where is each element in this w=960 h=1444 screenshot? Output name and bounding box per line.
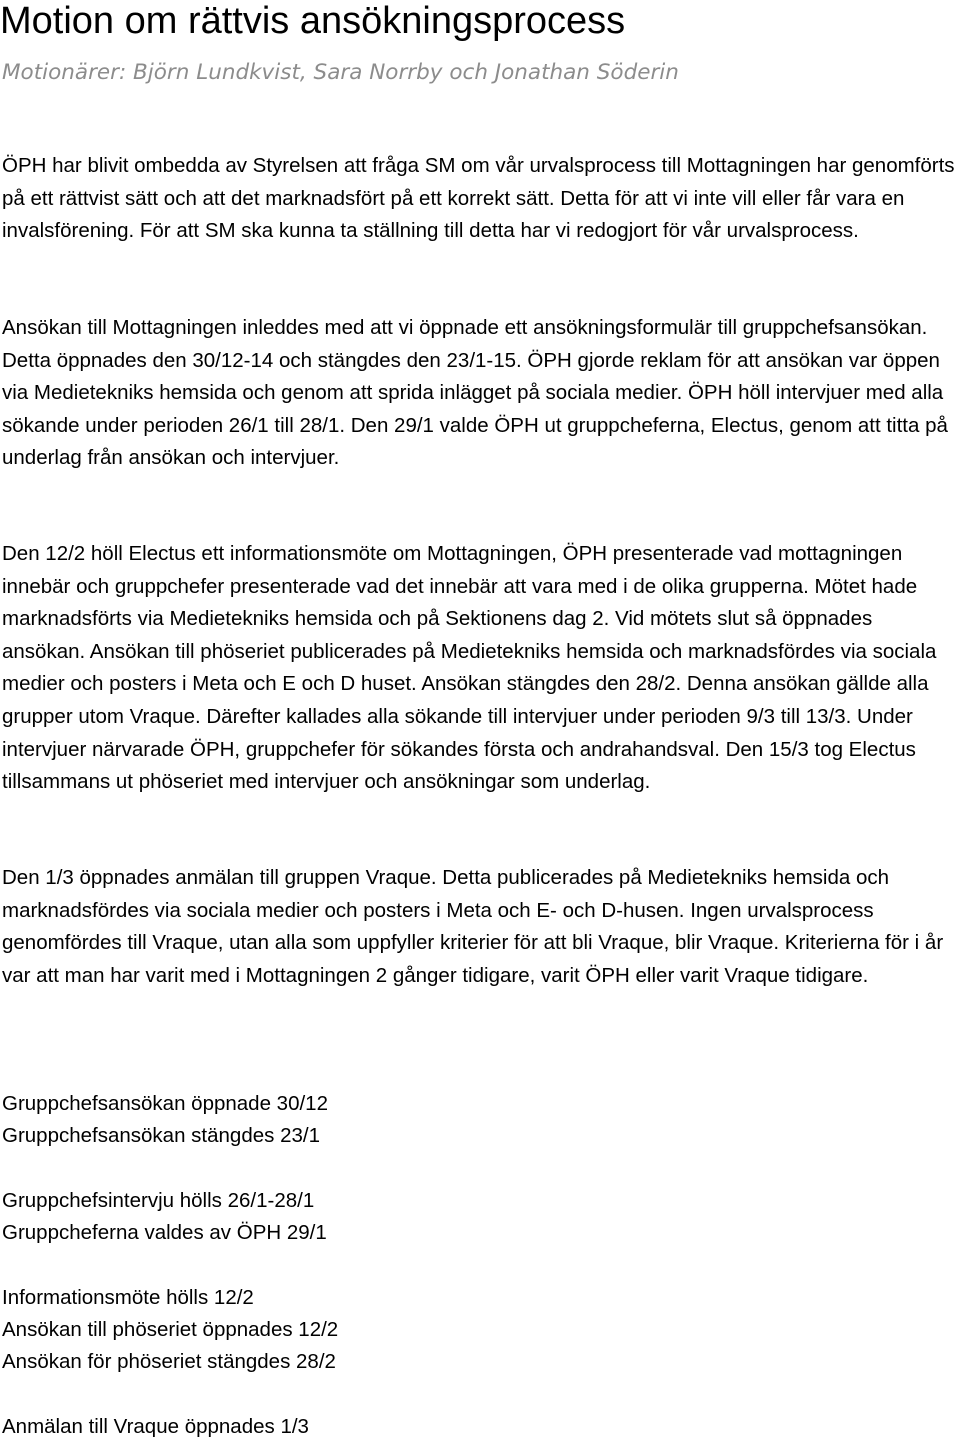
timeline-item: Anmälan till Vraque öppnades 1/3 <box>2 1415 309 1438</box>
document-authors: Motionärer: Björn Lundkvist, Sara Norrby och Jonathan Söderin <box>2 60 679 85</box>
timeline-item: Ansökan för phöseriet stängdes 28/2 <box>2 1350 336 1373</box>
timeline-item: Gruppchefsansökan stängdes 23/1 <box>2 1124 320 1147</box>
timeline-item: Gruppcheferna valdes av ÖPH 29/1 <box>2 1221 327 1244</box>
timeline-item: Informationsmöte hölls 12/2 <box>2 1286 254 1309</box>
timeline-item: Ansökan till phöseriet öppnades 12/2 <box>2 1318 339 1341</box>
paragraph-4: Den 1/3 öppnades anmälan till gruppen Vraque. Detta publicerades på Medietekniks hemsida och marknadsfördes via sociala medier och posters i Meta och E- och D-husen. Ingen urvalsprocess genomfördes till Vraque, utan alla som uppfyller kriterier för att bli Vraque, blir Vraque. Kriterierna för i år var att man har varit med i Mottagningen 2 gånger tidigare, varit ÖPH eller varit Vraque tidigare. <box>2 866 944 987</box>
document-title: Motion om rättvis ansökningsprocess <box>0 0 626 42</box>
timeline-item: Gruppchefsansökan öppnade 30/12 <box>2 1092 328 1115</box>
paragraph-3: Den 12/2 höll Electus ett informationsmöte om Mottagningen, ÖPH presenterade vad mottagningen innebär och gruppchefer presenterade vad det innebär att vara med i de olika grupperna. Mötet hade marknadsförts via Medietekniks hemsida och på Sektionens dag 2. Vid mötets slut så öppnades ansökan. Ansökan till phöseriet publicerades på Medietekniks hemsida och marknadsfördes via sociala medier och posters i Meta och E och D huset. Ansökan stängdes den 28/2. Denna ansökan gällde alla grupper utom Vraque. Därefter kallades alla sökande till intervjuer under perioden 9/3 till 13/3. Under intervjuer närvarade ÖPH, gruppchefer för sökandes första och andrahandsval. Den 15/3 tog Electus tillsammans ut phöseriet med intervjuer och ansökningar som underlag. <box>2 542 937 794</box>
timeline-item: Gruppchefsintervju hölls 26/1-28/1 <box>2 1189 315 1212</box>
paragraph-2: Ansökan till Mottagningen inleddes med att vi öppnade ett ansökningsformulär till gruppchefsansökan. Detta öppnades den 30/12-14 och stängdes den 23/1-15. ÖPH gjorde reklam för att ansökan var öppen via Medietekniks hemsida och genom att sprida inlägget på sociala medier. ÖPH höll intervjuer med alla sökande under perioden 26/1 till 28/1. Den 29/1 valde ÖPH ut gruppcheferna, Electus, genom att titta på underlag från ansökan och intervjuer. <box>2 316 948 470</box>
paragraph-1: ÖPH har blivit ombedda av Styrelsen att fråga SM om vår urvalsprocess till Mottagningen har genomförts på ett rättvist sätt och att det marknadsfört på ett korrekt sätt. Detta för att vi inte vill eller får vara en invalsförening. För att SM ska kunna ta ställning till detta har vi redogjort för vår urvalsprocess. <box>2 154 955 243</box>
